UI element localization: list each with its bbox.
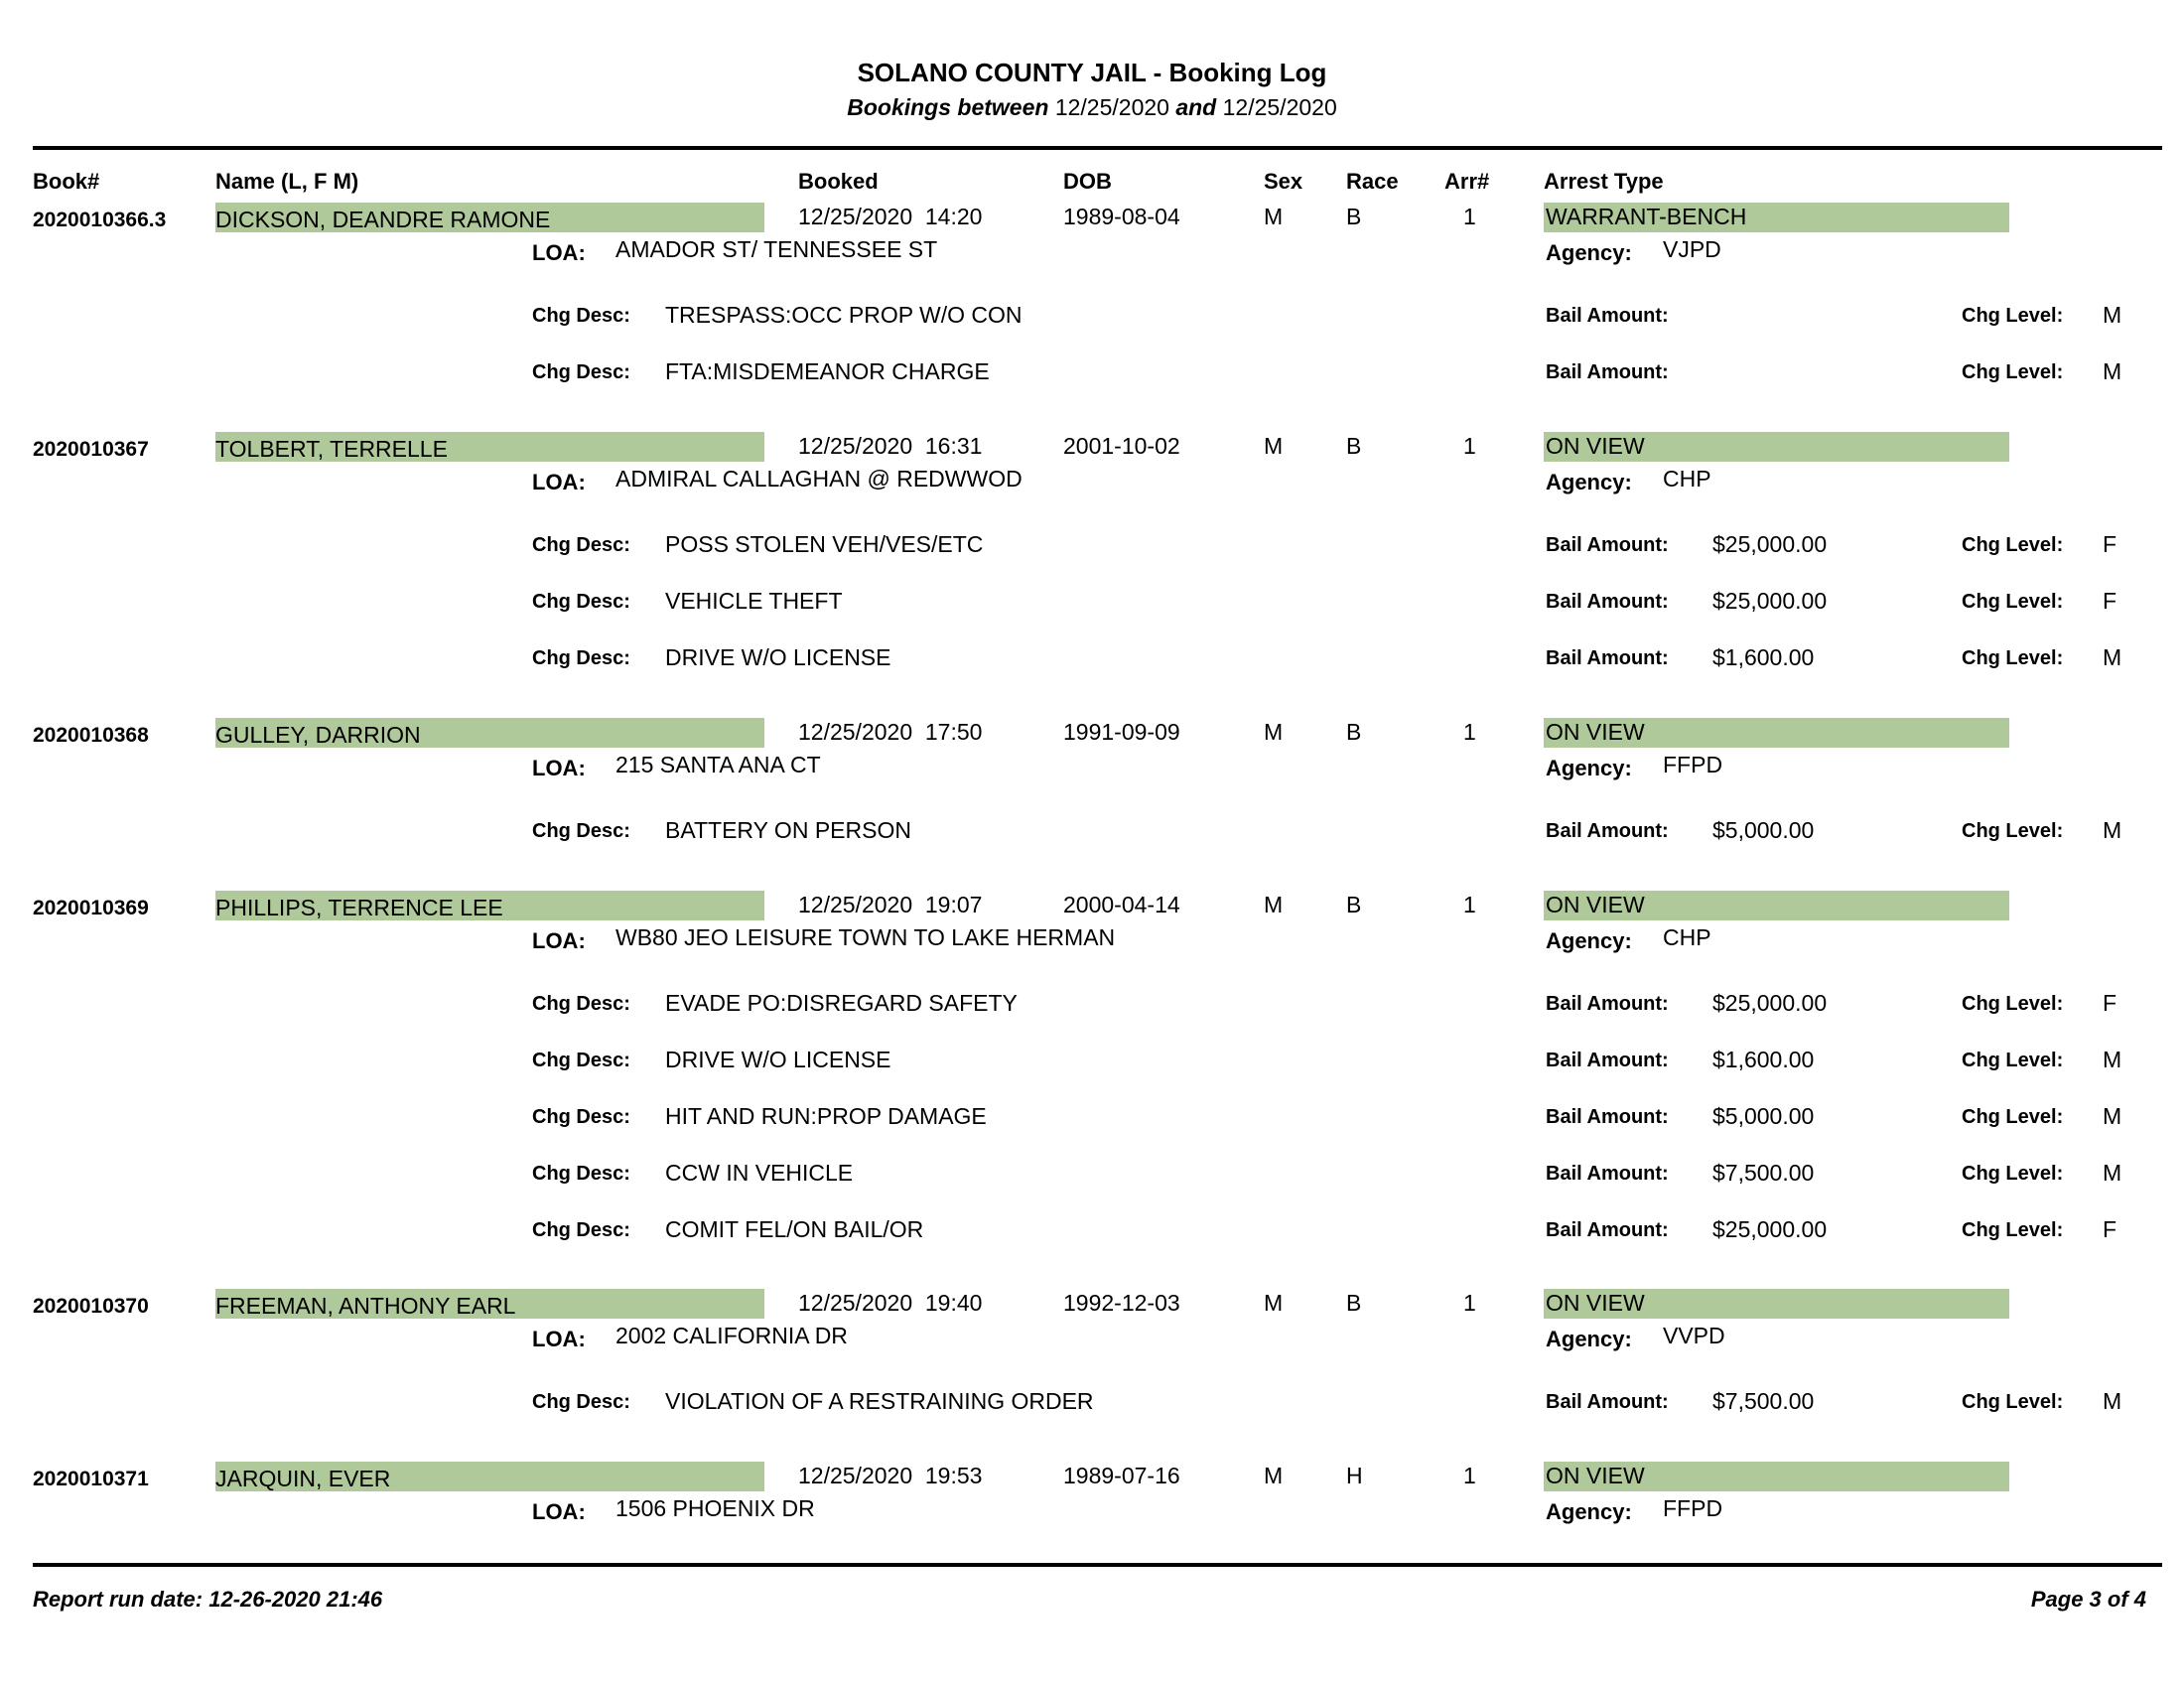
bail-amount-label: Bail Amount: [1546, 591, 1669, 613]
chg-desc-value: COMIT FEL/ON BAIL/OR [665, 1216, 924, 1242]
dob: 1989-08-04 [1063, 204, 1180, 229]
col-header-name: Name (L, F M) [215, 169, 359, 194]
agency-value: VVPD [1663, 1323, 1725, 1348]
chg-level-label: Chg Level: [1962, 591, 2064, 613]
inmate-name: GULLEY, DARRION [215, 722, 421, 748]
chg-level-label: Chg Level: [1962, 361, 2064, 383]
loa-value: 1506 PHOENIX DR [615, 1495, 815, 1521]
loa-label: LOA: [532, 470, 586, 494]
race: B [1346, 433, 1362, 459]
chg-level-value: F [2103, 531, 2117, 557]
report-title: SOLANO COUNTY JAIL - Booking Log [857, 58, 1327, 87]
date-to: 12/25/2020 [1222, 94, 1337, 120]
loa-value: ADMIRAL CALLAGHAN @ REDWWOD [615, 466, 1023, 492]
bail-amount-label: Bail Amount: [1546, 1219, 1669, 1241]
col-header-dob: DOB [1063, 169, 1112, 194]
bail-amount-value: $5,000.00 [1712, 1103, 1815, 1129]
arrest-number: 1 [1463, 1290, 1476, 1316]
chg-level-label: Chg Level: [1962, 1050, 2064, 1071]
agency-value: CHP [1663, 466, 1711, 492]
loa-value: AMADOR ST/ TENNESSEE ST [615, 236, 938, 262]
chg-desc-label: Chg Desc: [532, 1050, 630, 1071]
arrest-number: 1 [1463, 433, 1476, 459]
chg-level-label: Chg Level: [1962, 305, 2064, 327]
sex: M [1264, 1290, 1284, 1316]
arrest-number: 1 [1463, 1463, 1476, 1488]
bail-amount-label: Bail Amount: [1546, 647, 1669, 669]
chg-level-value: M [2103, 817, 2122, 843]
chg-level-label: Chg Level: [1962, 993, 2064, 1015]
bail-amount-value: $25,000.00 [1712, 990, 1828, 1016]
chg-level-value: M [2103, 644, 2122, 670]
book-number: 2020010369 [33, 897, 149, 919]
chg-desc-label: Chg Desc: [532, 820, 630, 842]
chg-desc-label: Chg Desc: [532, 1163, 630, 1185]
booked-datetime: 12/25/2020 17:50 [798, 719, 983, 745]
chg-desc-value: HIT AND RUN:PROP DAMAGE [665, 1103, 987, 1129]
agency-label: Agency: [1546, 756, 1632, 780]
chg-desc-label: Chg Desc: [532, 305, 630, 327]
chg-desc-value: BATTERY ON PERSON [665, 817, 911, 843]
sex: M [1264, 892, 1284, 917]
book-number: 2020010366.3 [33, 209, 167, 231]
arrest-type: ON VIEW [1546, 1463, 1645, 1488]
col-header-arrest-type: Arrest Type [1544, 169, 1664, 194]
book-number: 2020010371 [33, 1468, 149, 1490]
chg-level-label: Chg Level: [1962, 1219, 2064, 1241]
book-number: 2020010370 [33, 1295, 149, 1318]
agency-value: FFPD [1663, 752, 1723, 777]
bail-amount-label: Bail Amount: [1546, 1106, 1669, 1128]
dob: 2001-10-02 [1063, 433, 1180, 459]
inmate-name: TOLBERT, TERRELLE [215, 436, 448, 462]
chg-level-label: Chg Level: [1962, 534, 2064, 556]
inmate-name: FREEMAN, ANTHONY EARL [215, 1293, 516, 1319]
footer-rule [33, 1563, 2162, 1567]
loa-label: LOA: [532, 1327, 586, 1351]
bail-amount-value: $7,500.00 [1712, 1160, 1815, 1186]
race: B [1346, 204, 1362, 229]
inmate-name: JARQUIN, EVER [215, 1466, 391, 1491]
agency-label: Agency: [1546, 1327, 1632, 1351]
bail-amount-label: Bail Amount: [1546, 305, 1669, 327]
chg-level-value: M [2103, 1103, 2122, 1129]
report-subtitle [0, 94, 2184, 121]
bail-amount-label: Bail Amount: [1546, 361, 1669, 383]
chg-desc-label: Chg Desc: [532, 647, 630, 669]
arrest-number: 1 [1463, 719, 1476, 745]
booked-datetime: 12/25/2020 14:20 [798, 204, 983, 229]
chg-desc-value: EVADE PO:DISREGARD SAFETY [665, 990, 1018, 1016]
bail-amount-value: $25,000.00 [1712, 1216, 1828, 1242]
col-header-sex: Sex [1264, 169, 1303, 194]
chg-desc-label: Chg Desc: [532, 1106, 630, 1128]
chg-level-value: M [2103, 302, 2122, 328]
chg-level-label: Chg Level: [1962, 1163, 2064, 1185]
agency-value: VJPD [1663, 236, 1721, 262]
chg-desc-label: Chg Desc: [532, 1391, 630, 1413]
col-header-arr: Arr# [1444, 169, 1490, 194]
bail-amount-value: $25,000.00 [1712, 531, 1828, 557]
col-header-race: Race [1346, 169, 1399, 194]
race: B [1346, 1290, 1362, 1316]
bail-amount-label: Bail Amount: [1546, 1391, 1669, 1413]
bail-amount-value: $7,500.00 [1712, 1388, 1815, 1414]
sex: M [1264, 719, 1284, 745]
loa-label: LOA: [532, 1499, 586, 1524]
dob: 1992-12-03 [1063, 1290, 1180, 1316]
bail-amount-label: Bail Amount: [1546, 1163, 1669, 1185]
booked-datetime: 12/25/2020 19:07 [798, 892, 983, 917]
dob: 2000-04-14 [1063, 892, 1180, 917]
chg-desc-label: Chg Desc: [532, 361, 630, 383]
arrest-type: WARRANT-BENCH [1546, 204, 1747, 229]
agency-label: Agency: [1546, 240, 1632, 265]
arrest-type: ON VIEW [1546, 892, 1645, 917]
chg-level-label: Chg Level: [1962, 1106, 2064, 1128]
race: H [1346, 1463, 1363, 1488]
subtitle-and: and [1175, 94, 1217, 120]
booked-datetime: 12/25/2020 19:53 [798, 1463, 983, 1488]
bail-amount-label: Bail Amount: [1546, 993, 1669, 1015]
chg-desc-label: Chg Desc: [532, 1219, 630, 1241]
chg-desc-value: VEHICLE THEFT [665, 588, 843, 614]
arrest-number: 1 [1463, 892, 1476, 917]
book-number: 2020010368 [33, 724, 149, 747]
agency-label: Agency: [1546, 928, 1632, 953]
loa-label: LOA: [532, 756, 586, 780]
loa-value: 2002 CALIFORNIA DR [615, 1323, 848, 1348]
chg-desc-label: Chg Desc: [532, 591, 630, 613]
chg-desc-value: DRIVE W/O LICENSE [665, 644, 891, 670]
subtitle-prefix: Bookings between [847, 94, 1049, 120]
arrest-type: ON VIEW [1546, 433, 1645, 459]
chg-level-value: M [2103, 1160, 2122, 1186]
chg-desc-label: Chg Desc: [532, 993, 630, 1015]
chg-desc-value: TRESPASS:OCC PROP W/O CON [665, 302, 1023, 328]
booked-datetime: 12/25/2020 19:40 [798, 1290, 983, 1316]
dob: 1989-07-16 [1063, 1463, 1180, 1488]
chg-level-label: Chg Level: [1962, 647, 2064, 669]
report-run-date: Report run date: 12-26-2020 21:46 [33, 1587, 383, 1612]
bail-amount-label: Bail Amount: [1546, 820, 1669, 842]
book-number: 2020010367 [33, 438, 149, 461]
bail-amount-label: Bail Amount: [1546, 534, 1669, 556]
chg-level-label: Chg Level: [1962, 820, 2064, 842]
chg-level-value: F [2103, 1216, 2117, 1242]
loa-value: WB80 JEO LEISURE TOWN TO LAKE HERMAN [615, 924, 1116, 950]
chg-desc-value: CCW IN VEHICLE [665, 1160, 854, 1186]
race: B [1346, 719, 1362, 745]
chg-desc-value: FTA:MISDEMEANOR CHARGE [665, 358, 990, 384]
col-header-book: Book# [33, 169, 100, 194]
header-rule [33, 146, 2162, 150]
chg-level-value: F [2103, 990, 2117, 1016]
inmate-name: DICKSON, DEANDRE RAMONE [215, 207, 551, 232]
agency-value: FFPD [1663, 1495, 1723, 1521]
sex: M [1264, 204, 1284, 229]
bail-amount-label: Bail Amount: [1546, 1050, 1669, 1071]
chg-desc-value: VIOLATION OF A RESTRAINING ORDER [665, 1388, 1094, 1414]
bail-amount-value: $25,000.00 [1712, 588, 1828, 614]
date-from: 12/25/2020 [1054, 94, 1169, 120]
bail-amount-value: $5,000.00 [1712, 817, 1815, 843]
arrest-type: ON VIEW [1546, 719, 1645, 745]
inmate-name: PHILLIPS, TERRENCE LEE [215, 895, 503, 920]
sex: M [1264, 433, 1284, 459]
dob: 1991-09-09 [1063, 719, 1180, 745]
booked-datetime: 12/25/2020 16:31 [798, 433, 983, 459]
page-number: Page 3 of 4 [2030, 1587, 2146, 1612]
agency-label: Agency: [1546, 1499, 1632, 1524]
agency-value: CHP [1663, 924, 1711, 950]
chg-level-value: M [2103, 1388, 2122, 1414]
arrest-type: ON VIEW [1546, 1290, 1645, 1316]
bail-amount-value: $1,600.00 [1712, 1047, 1815, 1072]
bail-amount-value: $1,600.00 [1712, 644, 1815, 670]
chg-level-value: M [2103, 1047, 2122, 1072]
race: B [1346, 892, 1362, 917]
col-header-booked: Booked [798, 169, 879, 194]
chg-level-value: M [2103, 358, 2122, 384]
loa-label: LOA: [532, 240, 586, 265]
sex: M [1264, 1463, 1284, 1488]
loa-value: 215 SANTA ANA CT [615, 752, 821, 777]
chg-desc-value: DRIVE W/O LICENSE [665, 1047, 891, 1072]
chg-desc-label: Chg Desc: [532, 534, 630, 556]
arrest-number: 1 [1463, 204, 1476, 229]
chg-level-label: Chg Level: [1962, 1391, 2064, 1413]
agency-label: Agency: [1546, 470, 1632, 494]
chg-level-value: F [2103, 588, 2117, 614]
loa-label: LOA: [532, 928, 586, 953]
chg-desc-value: POSS STOLEN VEH/VES/ETC [665, 531, 984, 557]
